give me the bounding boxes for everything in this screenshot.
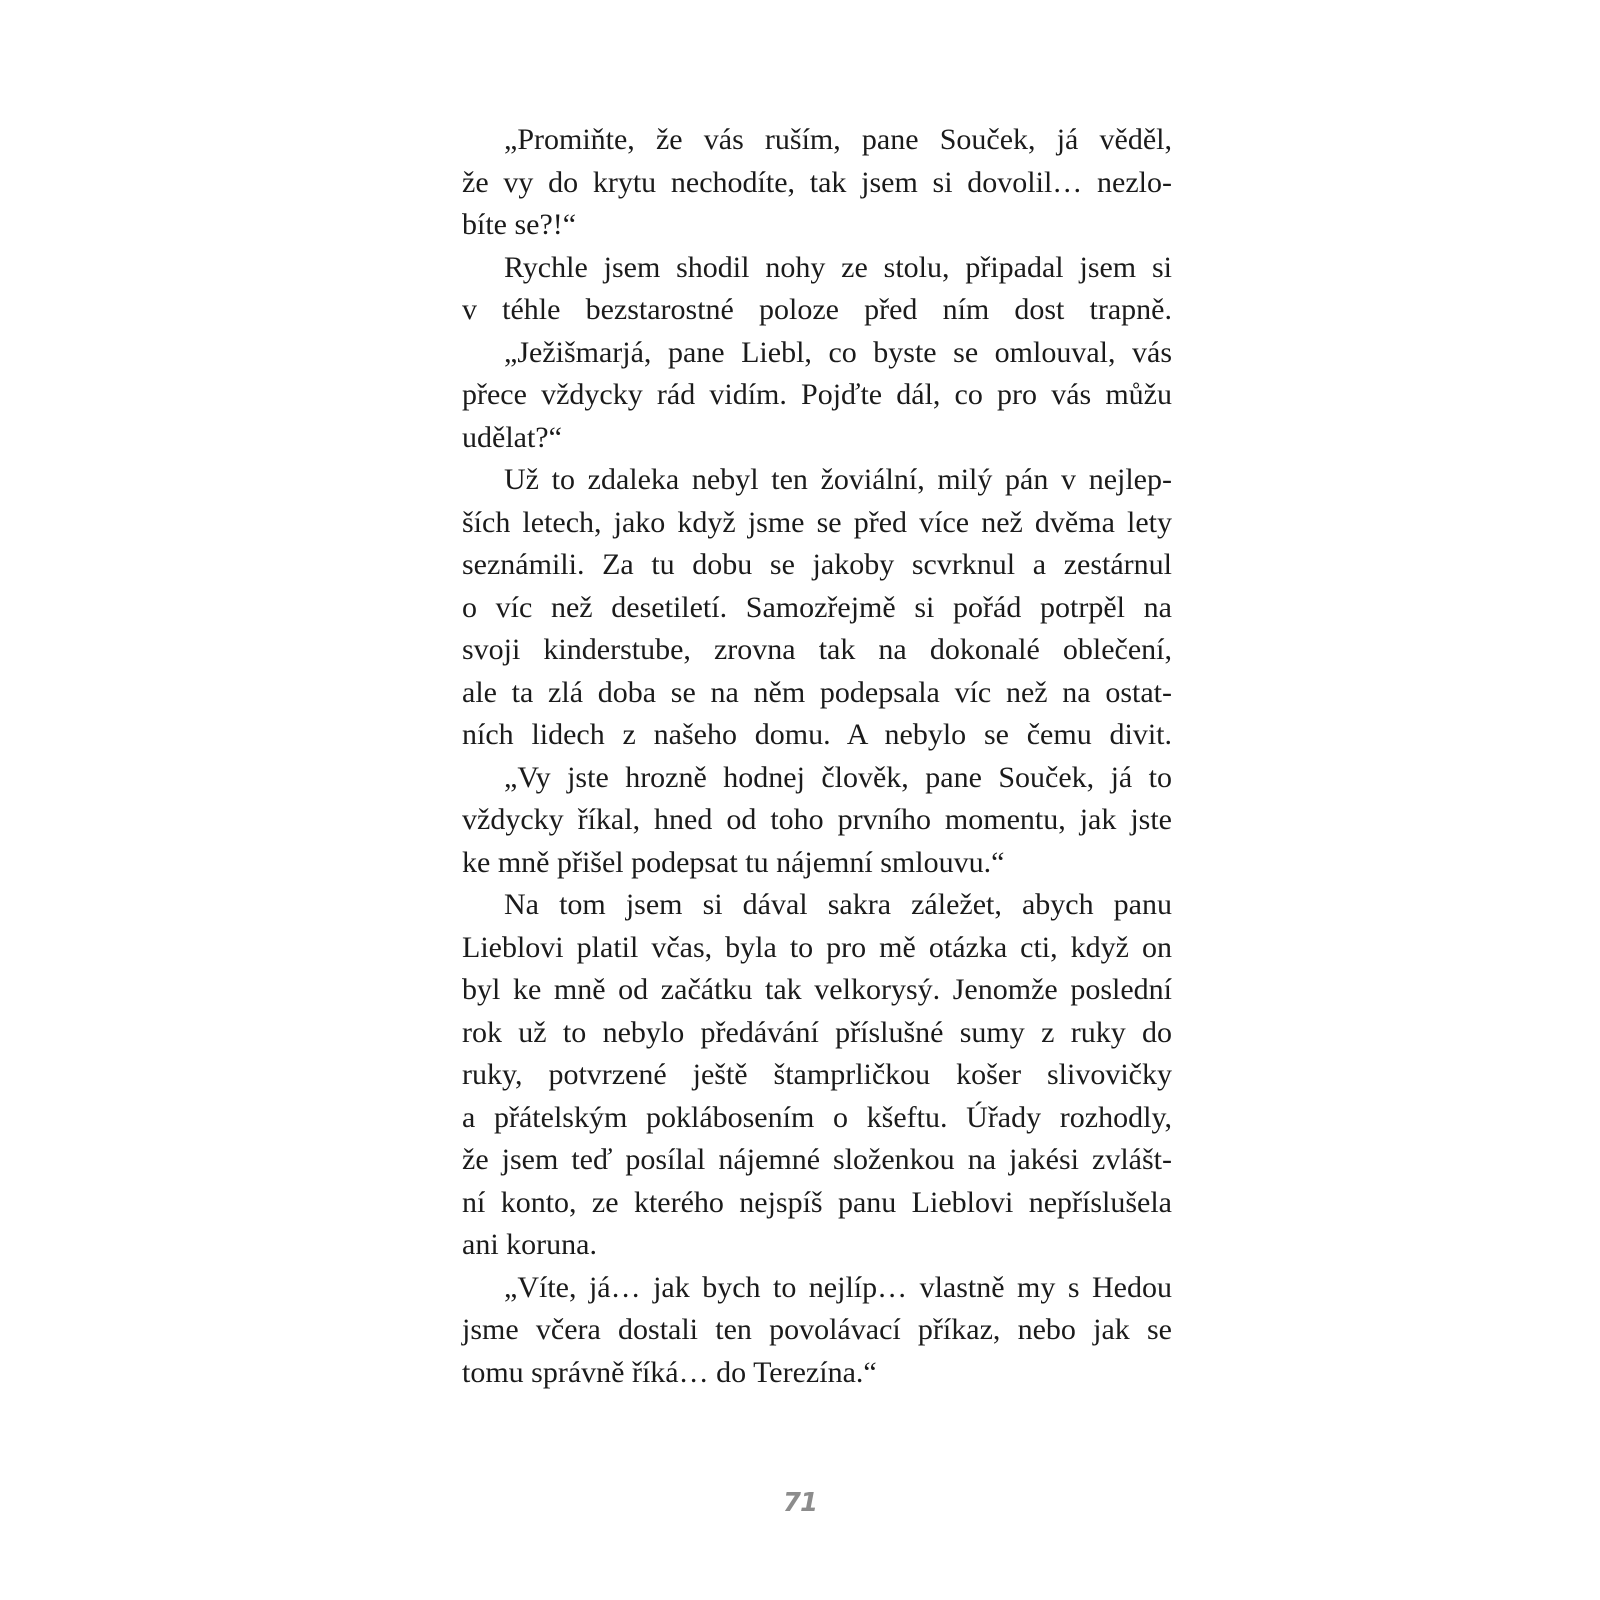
text-line: o víc než desetiletí. Samozřejmě si pořád potrpěl na	[462, 590, 1172, 624]
text-line: „Promiňte, že vás ruším, pane Souček, já věděl,	[504, 123, 1172, 156]
paragraph	[462, 757, 1172, 885]
body-text	[462, 119, 1172, 1394]
text-line: rok už to nebylo předávání příslušné sumy z ruky do	[462, 1015, 1172, 1049]
text-line: ke mně přišel podepsat tu nájemní smlouvu.“	[462, 845, 1005, 879]
text-line: že jsem teď posílal nájemné složenkou na jakési zvlášt-	[462, 1143, 1172, 1176]
text-line: že vy do krytu nechodíte, tak jsem si dovolil… nezlo-	[462, 165, 1172, 199]
text-line: přece vždycky rád vidím. Pojďte dál, co pro vás můžu	[462, 378, 1172, 411]
text-line: ruky, potvrzené ještě štamprličkou košer slivovičky	[462, 1058, 1172, 1091]
paragraph	[462, 1267, 1172, 1395]
page-number: 71	[782, 1488, 818, 1518]
paragraph	[462, 884, 1172, 1267]
text-line: seznámili. Za tu dobu se jakoby scvrknul a zestárnul	[462, 548, 1172, 581]
text-line: „Vy jste hrozně hodnej člověk, pane Souček, já to	[504, 760, 1172, 794]
paragraph	[462, 459, 1172, 757]
text-line: udělat?“	[462, 420, 562, 454]
text-line: ších letech, jako když jsme se před více než dvěma lety	[462, 505, 1172, 539]
text-line: Lieblovi platil včas, byla to pro mě otázka cti, když on	[462, 930, 1172, 964]
text-line: tomu správně říká… do Terezína.“	[462, 1355, 877, 1389]
paragraph	[462, 332, 1172, 460]
text-line: ani koruna.	[462, 1228, 597, 1261]
text-line: byl ke mně od začátku tak velkorysý. Jenomže poslední	[462, 973, 1172, 1006]
paragraph	[462, 247, 1172, 332]
text-line: vždycky říkal, hned od toho prvního momentu, jak jste	[462, 803, 1172, 836]
text-line: ní konto, ze kterého nejspíš panu Lieblovi nepříslušela	[462, 1185, 1172, 1219]
paragraph	[462, 119, 1172, 247]
text-line: svoji kinderstube, zrovna tak na dokonalé oblečení,	[462, 633, 1172, 666]
text-line: a přátelským poklábosením o kšeftu. Úřady rozhodly,	[462, 1100, 1172, 1134]
text-line: Rychle jsem shodil nohy ze stolu, připadal jsem si	[504, 250, 1172, 284]
text-line: ale ta zlá doba se na něm podepsala víc než na ostat-	[462, 675, 1172, 709]
text-line: „Víte, já… jak bych to nejlíp… vlastně my s Hedou	[504, 1270, 1172, 1304]
text-line: ních lidech z našeho domu. A nebylo se čemu divit.	[462, 718, 1172, 751]
text-line: jsme včera dostali ten povolávací příkaz, nebo jak se	[462, 1313, 1172, 1346]
text-line: Na tom jsem si dával sakra záležet, abych panu	[504, 888, 1172, 921]
text-line: „Ježišmarjá, pane Liebl, co byste se omlouval, vás	[504, 335, 1172, 369]
text-line: Už to zdaleka nebyl ten žoviální, milý pán v nejlep-	[504, 463, 1172, 496]
text-line: v téhle bezstarostné poloze před ním dost trapně.	[462, 293, 1172, 326]
text-line: bíte se?!“	[462, 208, 577, 241]
